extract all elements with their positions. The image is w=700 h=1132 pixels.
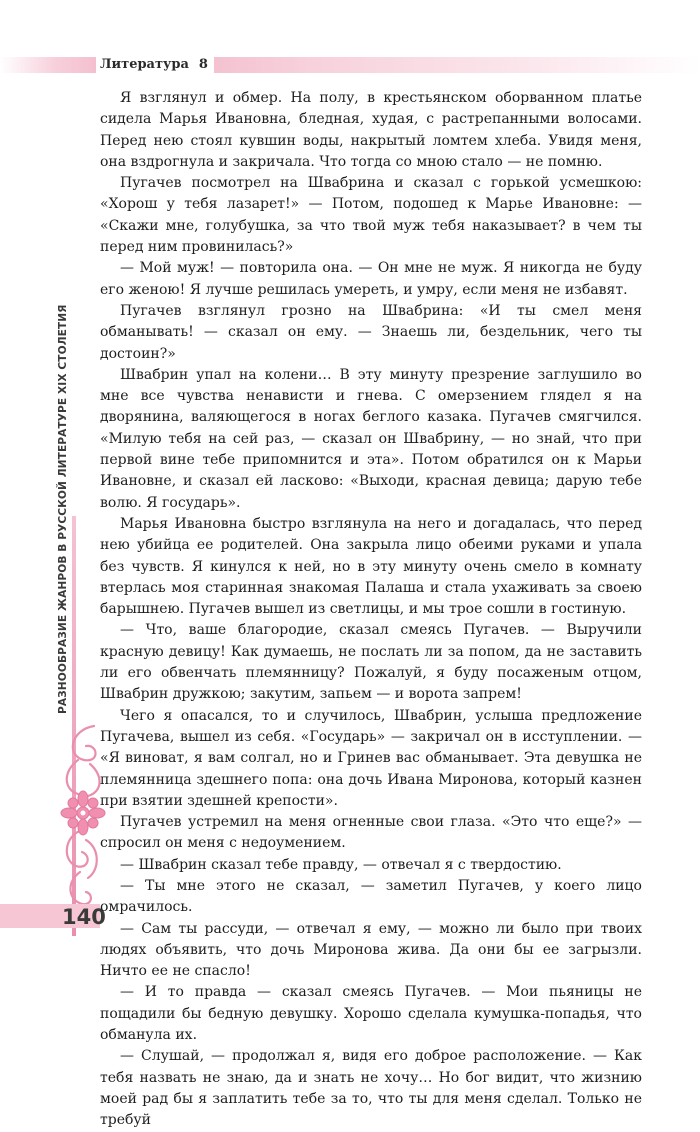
paragraph: — Швабрин сказал тебе правду, — отвечал я с твердостию.: [120, 856, 562, 873]
page-number: 140: [62, 905, 106, 929]
paragraph: Пугачев устремил на меня огненные свои глаза. «Это что еще?» — спросил он меня с недоумением.: [100, 814, 642, 852]
paragraph: Пугачев посмотрел на Швабрина и сказал с горькой усмешкою: «Хорош у тебя лазарет!» — Потом, подошед к Марье Ивановне: — «Скажи мне, голубушка, за что твой муж тебя наказывает? в чем ты перед ним провинилась?»: [100, 175, 642, 256]
paragraph: — Слушай, — продолжал я, видя его доброе расположение. — Как тебя назвать не знаю, да и знать не хочу… Но бог видит, что жизнию моей рад бы я заплатить тебе за то, что ты для меня сделал. Только не требуй: [100, 1048, 642, 1129]
paragraph: — Мой муж! — повторила она. — Он мне не муж. Я никогда не буду его женою! Я лучше решилась умереть, и умру, если меня не избавят.: [100, 260, 642, 298]
paragraph: Швабрин упал на колени… В эту минуту презрение заглушило во мне все чувства ненависти и гнева. С омерзением глядел я на дворянина, валяющегося в ногах беглого казака. Пугачев смягчился. «Милую тебя на сей раз, — сказал он Швабрину, — но знай, что при первой вине тебе припомнится и эта». Потом обратился он к Марьи Ивановне, и сказал ей ласково: «Выходи, красная девица; дарую тебе волю. Я государь».: [100, 366, 642, 511]
paragraph: Чего я опасался, то и случилось, Швабрин, услыша предложение Пугачева, вышел из себя. «Государь» — закричал он в исступлении. — «Я виноват, я вам солгал, но и Гринев вас обманывает. Эта девушка не племянница здешнего попа: она дочь Ивана Миронова, который казнен при взятии здешней крепости».: [100, 707, 642, 809]
paragraph: Я взглянул и обмер. На полу, в крестьянском оборванном платье сидела Марья Ивановна, бледная, худая, с растрепанными волосами. Перед нею стоял кувшин воды, накрытый ломтем хлеба. Увидя меня, она вздрогнула и закричала. Что тогда со мною стало — не помню.: [100, 90, 642, 170]
paragraph: — Сам ты рассуди, — отвечал я ему, — можно ли было при твоих людях объявить, что дочь Миронова жива. Да они бы ее загрызли. Ничто ее не спасло!: [100, 920, 642, 980]
paragraph: — Ты мне этого не сказал, — заметил Пугачев, у коего лицо омрачилось.: [100, 877, 642, 916]
side-section-title: РАЗНООБРАЗИЕ ЖАНРОВ В РУССКОЙ ЛИТЕРАТУРЕ XIX СТОЛЕТИЯ: [57, 304, 69, 714]
header-subject: Литература: [100, 57, 189, 72]
header-grade: 8: [198, 57, 208, 72]
running-header: [96, 55, 214, 75]
paragraph: Марья Ивановна быстро взглянула на него и догадалась, что перед нею убийца ее родителей. Она закрыла лицо обеими руками и упала без чувств. Я кинулся к ней, но в эту минуту очень смело в комнату втерлась моя старинная знакомая Палаша и стала ухаживать за своею барышнею. Пугачев вышел из светлицы, и мы трое сошли в гостиную.: [100, 515, 642, 618]
paragraph: Пугачев взглянул грозно на Швабрина: «И ты смел меня обманывать! — сказал он ему. — Знаешь ли, бездельник, чего ты достоин?»: [100, 302, 642, 362]
paragraph: — Что, ваше благородие, сказал смеясь Пугачев. — Выручили красную девицу! Как думаешь, не послать ли за попом, да не заставить ли его обвенчать племянницу? Пожалуй, я буду посаженым отцом, Швабрин дружкою; закутим, запьем — и ворота запрем!: [100, 622, 642, 703]
paragraph: — И то правда — сказал смеясь Пугачев. — Мои пьяницы не пощадили бы бедную девушку. Хорошо сделала кумушка-попадья, что обманула их.: [100, 984, 642, 1044]
floral-ornament-icon: [56, 720, 106, 915]
body-text: [100, 88, 642, 1132]
